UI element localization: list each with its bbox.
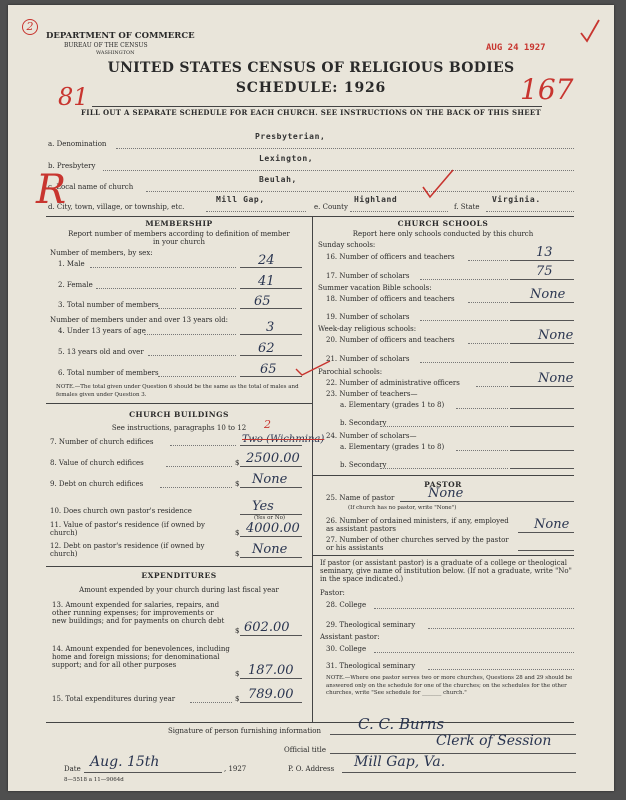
q28-answer-line[interactable] <box>374 608 574 609</box>
red-check-mark-top <box>578 17 602 47</box>
q3-leader <box>158 308 236 309</box>
denomination-label: a. Denomination <box>48 140 107 148</box>
q25-answer-line <box>400 501 574 502</box>
q3-value[interactable]: 65 <box>254 294 271 309</box>
q23a-label: a. Elementary (grades 1 to 8) <box>340 401 445 409</box>
state-label: f. State <box>454 203 480 211</box>
q4-label: 4. Under 13 years of age <box>58 327 146 335</box>
edifices-red-count: 2 <box>264 418 271 431</box>
q24b-answer-line[interactable] <box>510 468 574 469</box>
q15-answer-line <box>240 702 302 703</box>
q14-dollar: $ <box>235 670 240 678</box>
department-name: DEPARTMENT OF COMMERCE <box>46 31 195 41</box>
header-rule <box>92 106 542 107</box>
q22-leader <box>476 386 508 387</box>
q24a-answer-line[interactable] <box>510 450 574 451</box>
bureau-name: BUREAU OF THE CENSUS <box>64 42 148 49</box>
county-label: e. County <box>314 203 348 211</box>
q24a-label: a. Elementary (grades 1 to 8) <box>340 443 445 451</box>
age-intro-label: Number of members under and over 13 years old: <box>50 316 229 324</box>
state-value[interactable]: Virginia. <box>492 195 541 204</box>
date-value[interactable]: Aug. 15th <box>90 754 160 770</box>
q21-answer-line[interactable] <box>510 362 574 363</box>
sunday-schools-label: Sunday schools: <box>318 241 376 249</box>
city-value[interactable]: Mill Gap, <box>216 195 265 204</box>
q21-leader <box>420 362 508 363</box>
q29-answer-line[interactable] <box>428 628 574 629</box>
q31-answer-line[interactable] <box>428 669 574 670</box>
q30-answer-line[interactable] <box>374 652 574 653</box>
q11-value[interactable]: 4000.00 <box>246 521 300 536</box>
q10-value[interactable]: Yes <box>252 499 274 514</box>
q29-label: 29. Theological seminary <box>326 621 416 629</box>
state-line <box>486 211 574 212</box>
po-address-line <box>342 772 576 773</box>
q5-leader <box>148 355 236 356</box>
q23b-answer-line[interactable] <box>510 426 574 427</box>
q7-answer-line <box>240 445 302 446</box>
q14-value[interactable]: 187.00 <box>248 663 294 678</box>
schools-heading: CHURCH SCHOOLS <box>397 219 489 228</box>
q23-label: 23. Number of teachers— <box>326 390 418 398</box>
q15-dollar: $ <box>235 695 240 703</box>
q15-label: 15. Total expenditures during year <box>52 695 176 703</box>
q2-label: 2. Female <box>58 281 93 289</box>
buildings-heading: CHURCH BUILDINGS <box>129 410 229 419</box>
q8-label: 8. Value of church edifices <box>50 459 144 467</box>
q20-value[interactable]: None <box>538 328 574 343</box>
q17-label: 17. Number of scholars <box>326 272 410 280</box>
local-church-name-line <box>146 191 574 192</box>
date-label: Date <box>64 765 81 773</box>
presbytery-line <box>103 170 574 171</box>
q11-label: 11. Value of pastor's residence (if owned by church) <box>50 521 205 537</box>
q13-value[interactable]: 602.00 <box>244 620 290 635</box>
q8-dollar: $ <box>235 459 240 467</box>
buildings-bottom-rule <box>46 566 312 567</box>
red-check-mark-county <box>420 167 456 201</box>
q16-value[interactable]: 13 <box>536 245 553 260</box>
form-number: 8—5518 a 11—9064d <box>64 777 124 783</box>
q24b-label: b. Secondary <box>340 461 387 469</box>
q12-answer-line <box>240 557 302 558</box>
q10-yes-no-hint: (Yes or No) <box>254 515 286 521</box>
pastor-heading: PASTOR <box>424 480 462 489</box>
q19-label: 19. Number of scholars <box>326 313 410 321</box>
schedule-title: SCHEDULE: 1926 <box>235 80 387 96</box>
vacation-schools-label: Summer vacation Bible schools: <box>318 284 432 292</box>
q24-label: 24. Number of scholars— <box>326 432 417 440</box>
q23a-answer-line[interactable] <box>510 408 574 409</box>
signature-value[interactable]: C. C. Burns <box>358 715 445 733</box>
q16-answer-line <box>510 260 574 261</box>
q14-answer-line <box>240 678 302 679</box>
parochial-schools-label: Parochial schools: <box>318 368 383 376</box>
q9-value[interactable]: None <box>252 472 288 487</box>
local-church-name-value[interactable]: Beulah, <box>259 175 297 184</box>
q2-leader <box>96 288 236 289</box>
date-line <box>84 772 222 773</box>
q13-dollar: $ <box>235 627 240 635</box>
q24b-leader <box>380 468 508 469</box>
city-line <box>206 211 306 212</box>
q12-label: 12. Debt on pastor's residence (if owned by church) <box>50 542 205 558</box>
q27-answer-line[interactable] <box>518 550 574 551</box>
q8-value[interactable]: 2500.00 <box>246 451 300 466</box>
q31-label: 31. Theological seminary <box>326 662 416 670</box>
q11-answer-line <box>240 536 302 537</box>
q19-leader <box>420 320 508 321</box>
q17-leader <box>420 279 508 280</box>
received-date-stamp: AUG 24 1927 <box>486 43 546 53</box>
q10-label: 10. Does church own pastor's residence <box>50 507 192 515</box>
graduate-intro: If pastor (or assistant pastor) is a graduate of a college or theological seminary, give name of institution below. (If not a graduate, write "No" in the space indicated.) <box>320 559 572 583</box>
date-year: , 1927 <box>224 765 247 773</box>
q20-leader <box>468 343 508 344</box>
q23b-label: b. Secondary <box>340 419 387 427</box>
q13-label: 13. Amount expended for salaries, repairs, and other running expenses; for improvements or new buildings; and for payments on church debt <box>52 601 225 625</box>
q18-answer-line <box>510 302 574 303</box>
q1-leader <box>90 267 236 268</box>
q9-label: 9. Debt on church edifices <box>50 480 144 488</box>
fill-out-instruction: FILL OUT A SEPARATE SCHEDULE FOR EACH CHURCH. SEE INSTRUCTIONS ON THE BACK OF THIS SHEET <box>80 108 542 117</box>
presbytery-value[interactable]: Lexington, <box>259 154 314 163</box>
local-church-name-label: c. Local name of church <box>48 183 134 191</box>
q27-label: 27. Number of other churches served by the pastor or his assistants <box>326 536 509 552</box>
census-schedule-sheet <box>8 5 614 791</box>
expenditures-sub: Amount expended by your church during last fiscal year <box>79 586 279 594</box>
weekday-schools-label: Week-day religious schools: <box>318 325 417 333</box>
q21-label: 21. Number of scholars <box>326 355 410 363</box>
official-title-value[interactable]: Clerk of Session <box>436 733 552 749</box>
q16-leader <box>468 260 508 261</box>
q26-label: 26. Number of ordained ministers, if any, employed as assistant pastors <box>326 517 509 533</box>
membership-note: NOTE.—The total given under Question 6 should be the same as the total of males and females given under Question 3. <box>56 384 299 398</box>
q30-label: 30. College <box>326 645 367 653</box>
q4-value[interactable]: 3 <box>266 320 275 335</box>
corner-number-mark: 2 <box>22 19 38 35</box>
membership-intro: Report number of members according to definition of member in your church <box>68 230 290 246</box>
po-address-label: P. O. Address <box>288 765 335 773</box>
q3-label: 3. Total number of members <box>58 301 159 309</box>
expenditures-heading: EXPENDITURES <box>141 571 217 580</box>
q14-label: 14. Amount expended for benevolences, including home and foreign missions; for denominational support; and for all other purposes <box>52 645 230 669</box>
members-by-sex-label: Number of members, by sex: <box>50 249 153 257</box>
q12-dollar: $ <box>235 550 240 558</box>
county-value[interactable]: Highland <box>354 195 398 204</box>
pastor-mid-rule <box>312 555 574 556</box>
q18-label: 18. Number of officers and teachers <box>326 295 455 303</box>
q6-value[interactable]: 65 <box>260 362 277 377</box>
q26-answer-line <box>518 532 574 533</box>
q17-answer-line <box>510 279 574 280</box>
q3-answer-line <box>240 308 302 309</box>
q16-label: 16. Number of officers and teachers <box>326 253 455 261</box>
membership-heading: MEMBERSHIP <box>145 219 213 228</box>
q9-leader <box>160 487 232 488</box>
q28-label: 28. College <box>326 601 367 609</box>
red-r-mark: R <box>36 167 67 213</box>
q23a-leader <box>456 408 508 409</box>
q24a-leader <box>456 450 508 451</box>
q8-answer-line <box>240 466 302 467</box>
q5-label: 5. 13 years old and over <box>58 348 144 356</box>
q1-label: 1. Male <box>58 260 85 268</box>
q20-answer-line <box>510 343 574 344</box>
q11-dollar: $ <box>235 529 240 537</box>
presbytery-label: b. Presbytery <box>48 162 96 170</box>
q9-answer-line <box>240 487 302 488</box>
city-label: d. City, town, village, or township, etc. <box>48 203 185 211</box>
red-mark-left: 81 <box>58 83 89 111</box>
q25-label: 25. Name of pastor <box>326 494 395 502</box>
q7-value[interactable]: Two (Wichmina) <box>242 434 325 445</box>
q22-answer-line <box>510 386 574 387</box>
q18-value[interactable]: None <box>530 287 566 302</box>
column-divider <box>312 216 313 722</box>
q1-value[interactable]: 24 <box>258 253 275 268</box>
q17-value[interactable]: 75 <box>536 264 553 279</box>
schools-intro: Report here only schools conducted by this church <box>352 230 534 238</box>
q5-value[interactable]: 62 <box>258 341 275 356</box>
form-title: UNITED STATES CENSUS OF RELIGIOUS BODIES <box>107 60 515 76</box>
q22-label: 22. Number of administrative officers <box>326 379 460 387</box>
q23b-leader <box>380 426 508 427</box>
red-mark-right: 167 <box>520 73 574 106</box>
q19-answer-line[interactable] <box>510 320 574 321</box>
official-title-label: Official title <box>284 746 326 754</box>
county-line <box>350 211 448 212</box>
q7-label: 7. Number of church edifices <box>50 438 154 446</box>
pastor-note: NOTE.—Where one pastor serves two or more churches, Questions 28 and 29 should be answered only on the schedule for one of the churches; on the schedules for the other churches, write "See schedule for _______ church." <box>326 675 573 696</box>
denomination-line <box>116 148 574 149</box>
q25-value[interactable]: None <box>428 486 464 501</box>
q2-value[interactable]: 41 <box>258 274 275 289</box>
denomination-value[interactable]: Presbyterian, <box>255 132 326 141</box>
q8-leader <box>166 466 232 467</box>
q15-leader <box>190 702 232 703</box>
q20-label: 20. Number of officers and teachers <box>326 336 455 344</box>
buildings-instructions: See instructions, paragraphs 10 to 12 <box>111 424 247 432</box>
q4-leader <box>144 334 236 335</box>
q6-label: 6. Total number of members <box>58 369 159 377</box>
bureau-city: WASHINGTON <box>96 50 135 56</box>
q15-value[interactable]: 789.00 <box>248 687 294 702</box>
q12-value[interactable]: None <box>252 542 288 557</box>
top-section-rule <box>46 216 574 217</box>
bottom-section-rule <box>46 722 574 723</box>
schools-bottom-rule <box>312 475 574 476</box>
q13-answer-line <box>240 635 302 636</box>
assistant-pastor-subheading: Assistant pastor: <box>320 633 380 641</box>
q26-value[interactable]: None <box>534 517 570 532</box>
signature-label: Signature of person furnishing information <box>168 727 322 735</box>
po-address-value[interactable]: Mill Gap, Va. <box>354 754 446 770</box>
q9-dollar: $ <box>235 480 240 488</box>
membership-bottom-rule <box>46 403 312 404</box>
q22-value[interactable]: None <box>538 371 574 386</box>
pastor-subheading: Pastor: <box>320 589 345 597</box>
q25-note: (If church has no pastor, write "None") <box>348 505 457 511</box>
q6-leader <box>158 376 236 377</box>
q18-leader <box>468 302 508 303</box>
q7-leader <box>170 445 236 446</box>
